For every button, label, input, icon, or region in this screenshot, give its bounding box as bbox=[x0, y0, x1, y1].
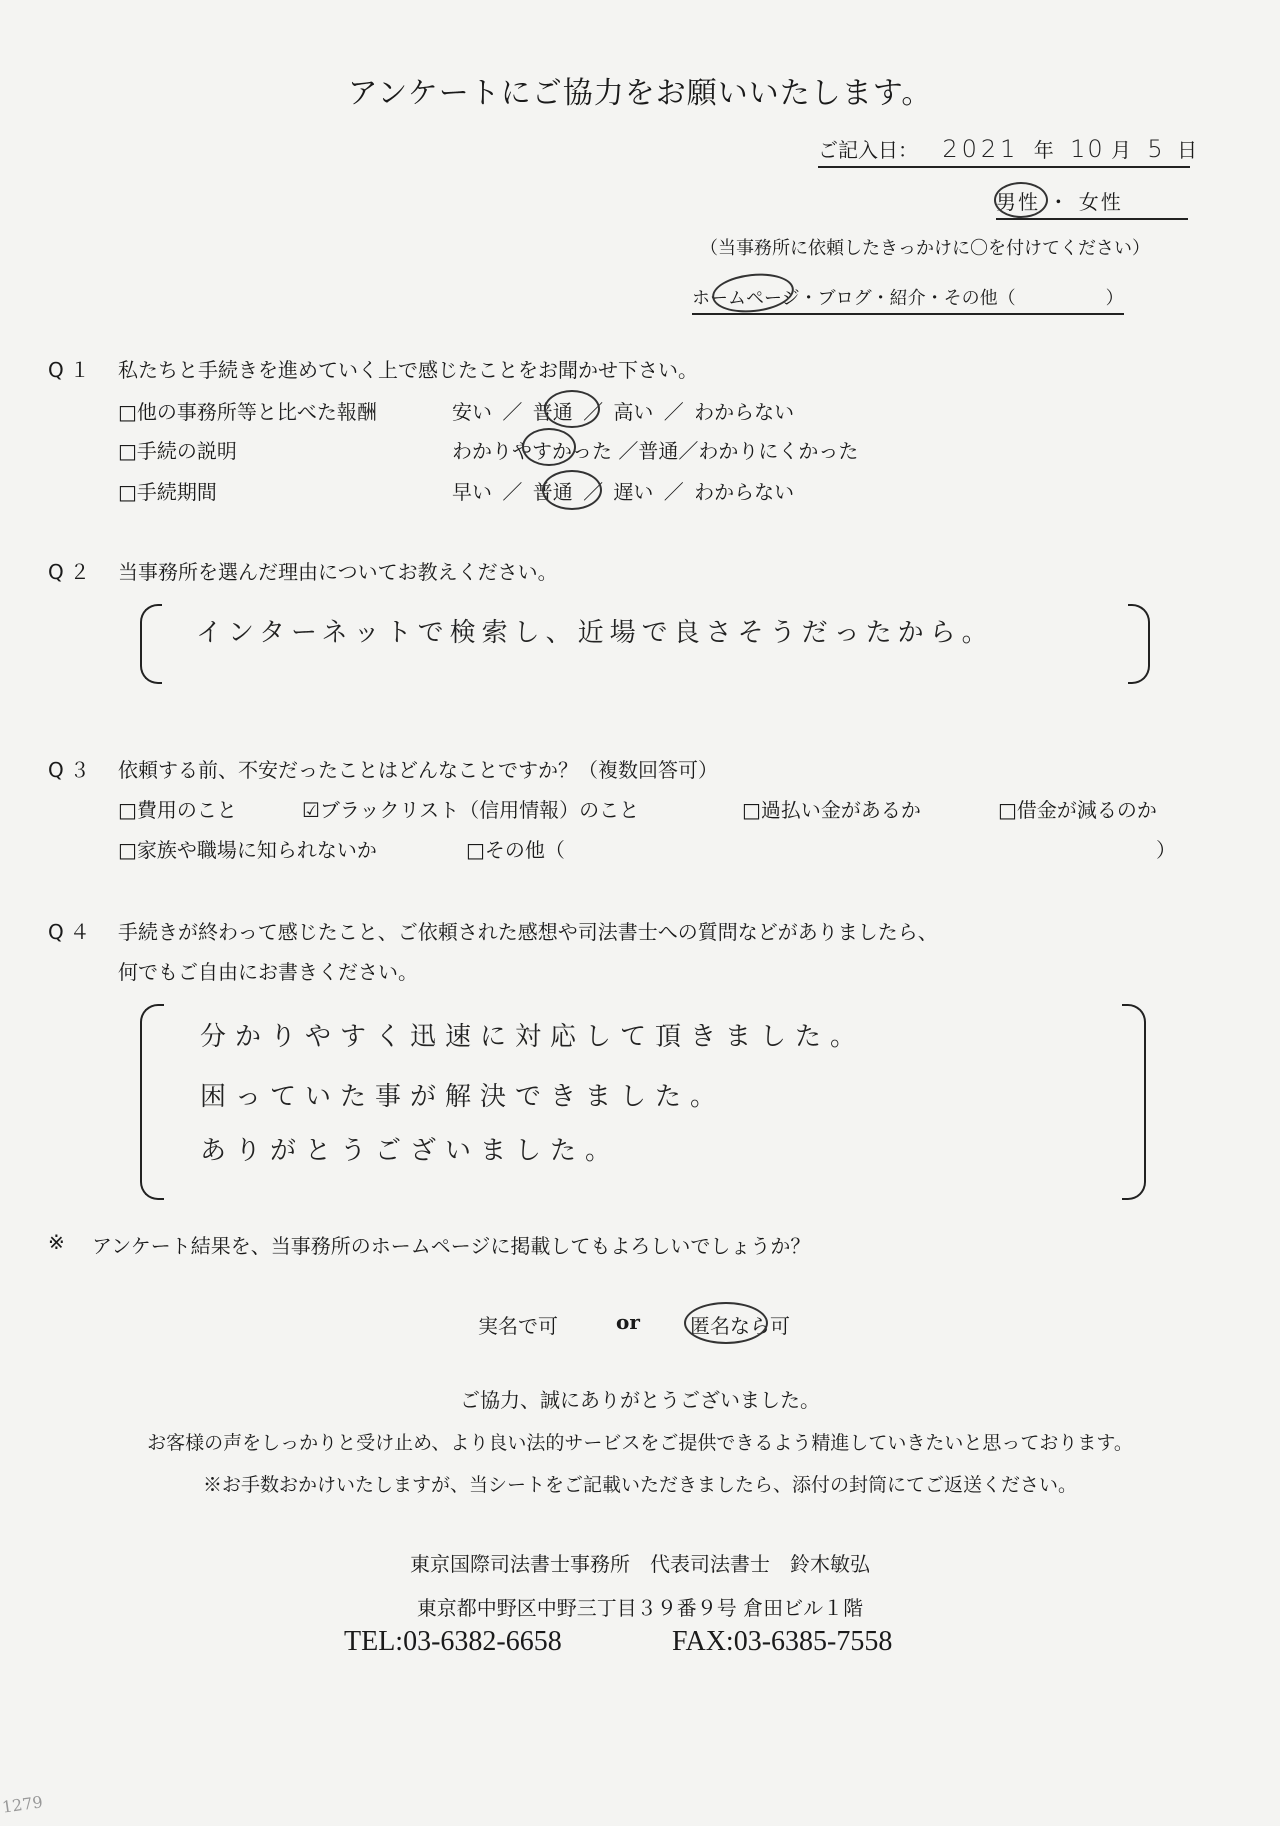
q4-answer-line: 困っていた事が解決できました。 bbox=[200, 1082, 726, 1112]
q3-option-other-close: ） bbox=[1156, 838, 1176, 862]
q1-row-options: 安い ／ 普通 ／ 高い ／ わからない bbox=[452, 400, 795, 424]
date-day: 5 bbox=[1147, 135, 1171, 163]
q3-question: 依頼する前、不安だったことはどんなことですか？（複数回答可） bbox=[118, 758, 718, 782]
q3-option-other: □その他（ bbox=[466, 838, 565, 862]
q1-row-label: □手続期間 bbox=[118, 480, 217, 504]
q1-explanation-answer-circle bbox=[522, 428, 576, 466]
q3-option-family: □家族や職場に知られないか bbox=[118, 838, 377, 862]
q1-row-options: 早い ／ 普通 ／ 遅い ／ わからない bbox=[452, 480, 795, 504]
q2-bracket-left bbox=[140, 604, 162, 684]
survey-title: アンケートにご協力をお願いいたします。 bbox=[347, 76, 933, 111]
date-month: 10 bbox=[1070, 135, 1105, 163]
q4-answer-line: 分かりやすく迅速に対応して頂きました。 bbox=[200, 1022, 866, 1052]
trigger-note: （当事務所に依頼したきっかけに〇を付けてください） bbox=[700, 238, 1150, 259]
q1-period-answer-circle bbox=[542, 470, 602, 510]
office-address: 東京都中野区中野三丁目３９番９号 倉田ビル１階 bbox=[416, 1596, 864, 1620]
q2-answer: インターネットで検索し、近場で良さそうだったから。 bbox=[196, 618, 994, 648]
closing-return-note: ※お手数おかけいたしますが、当シートをご記載いただきましたら、添付の封筒にてご返送ください。 bbox=[202, 1474, 1077, 1496]
corner-mark: 1279 bbox=[0, 1792, 44, 1817]
q2-bracket-right bbox=[1128, 604, 1150, 684]
consent-mark: ※ bbox=[48, 1230, 65, 1254]
q4-bracket-right bbox=[1122, 1004, 1146, 1200]
q4-answer-line: ありがとうございました。 bbox=[200, 1136, 621, 1166]
gender-male-circle bbox=[994, 182, 1048, 218]
office-fax: FAX:03-6385-7558 bbox=[672, 1626, 893, 1657]
consent-real-name: 実名で可 bbox=[478, 1314, 558, 1338]
office-tel: TEL:03-6382-6658 bbox=[344, 1626, 562, 1657]
q1-row-options: わかりやすかった ／普通／わかりにくかった bbox=[452, 439, 859, 463]
date-label: ご記入日： bbox=[818, 138, 918, 162]
q3-option-overpayment: □過払い金があるか bbox=[742, 798, 921, 822]
consent-anonymous: 匿名なら可 bbox=[690, 1314, 790, 1338]
q3-option-debt-reduction: □借金が減るのか bbox=[998, 798, 1157, 822]
q3-option-fee: □費用のこと bbox=[118, 798, 237, 822]
q1-fee-answer-circle bbox=[544, 390, 600, 428]
consent-question: アンケート結果を、当事務所のホームページに掲載してもよろしいでしょうか？ bbox=[92, 1234, 811, 1258]
consent-or: or bbox=[616, 1310, 640, 1334]
date-month-unit: 月 bbox=[1111, 138, 1132, 162]
office-name: 東京国際司法書士事務所 代表司法書士 鈴木敏弘 bbox=[410, 1552, 870, 1576]
q1-question: 私たちと手続きを進めていく上で感じたことをお聞かせ下さい。 bbox=[118, 358, 698, 382]
q4-number: Q４ bbox=[48, 920, 96, 944]
date-line bbox=[818, 134, 1198, 168]
q3-option-blacklist: ☑ブラックリスト（信用情報）のこと bbox=[302, 798, 640, 822]
closing-message: お客様の声をしっかりと受け止め、より良い法的サービスをご提供できるよう精進していきたいと思っております。 bbox=[147, 1432, 1133, 1454]
date-year-unit: 年 bbox=[1033, 138, 1054, 162]
q4-question-line2: 何でもご自由にお書きください。 bbox=[118, 960, 418, 984]
q1-number: Q１ bbox=[48, 358, 96, 382]
q1-row-label: □他の事務所等と比べた報酬 bbox=[118, 400, 377, 424]
date-day-unit: 日 bbox=[1177, 138, 1198, 162]
q4-bracket-left bbox=[140, 1004, 164, 1200]
q2-question: 当事務所を選んだ理由についてお教えください。 bbox=[118, 560, 558, 584]
closing-thanks: ご協力、誠にありがとうございました。 bbox=[460, 1388, 820, 1412]
q3-number: Q３ bbox=[48, 758, 96, 782]
q1-row-label: □手続の説明 bbox=[118, 439, 237, 463]
q2-number: Q２ bbox=[48, 560, 96, 584]
trigger-options: ホームページ・ブログ・紹介・その他（ ） bbox=[692, 284, 1124, 315]
q4-question-line1: 手続きが終わって感じたこと、ご依頼された感想や司法書士への質問などがありましたら、 bbox=[118, 920, 938, 944]
gender-line: 男性 ・ 女性 bbox=[996, 186, 1188, 220]
consent-anonymous-circle bbox=[684, 1302, 768, 1344]
date-year: 2021 bbox=[942, 135, 1020, 163]
